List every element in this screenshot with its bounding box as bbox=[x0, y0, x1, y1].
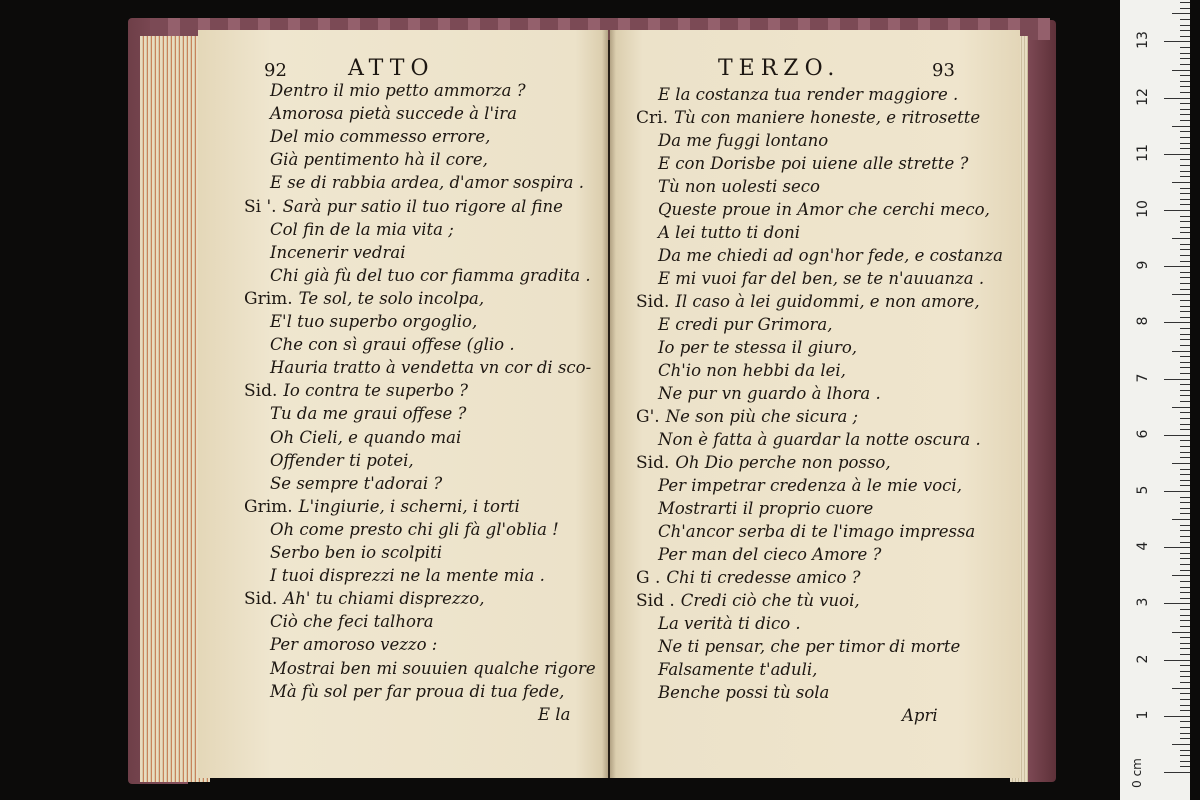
line-text: Oh come presto chi gli fà gl'oblia ! bbox=[270, 519, 559, 539]
ruler-tick bbox=[1164, 547, 1190, 548]
ruler-number: 11 bbox=[1135, 143, 1151, 162]
ruler-tick bbox=[1180, 564, 1190, 565]
text-line bbox=[658, 659, 817, 681]
ruler-tick bbox=[1180, 249, 1190, 250]
ruler-tick bbox=[1180, 176, 1190, 177]
line-text: Del mio commesso errore, bbox=[270, 127, 491, 147]
ruler-tick bbox=[1180, 75, 1190, 76]
text-line bbox=[270, 172, 584, 194]
ruler-tick bbox=[1180, 766, 1190, 767]
line-text: Mà fù sol per far proua di tua fede, bbox=[270, 681, 565, 701]
line-text: La verità ti dico . bbox=[658, 614, 801, 633]
ruler-tick bbox=[1164, 98, 1190, 99]
line-text: Ne son più che sicura ; bbox=[665, 407, 859, 426]
speaker-label: Sid. bbox=[244, 381, 278, 402]
ruler-tick bbox=[1164, 154, 1190, 155]
line-text: A lei tutto ti doni bbox=[658, 223, 800, 242]
line-text: Mostrarti il proprio cuore bbox=[658, 499, 874, 518]
ruler-tick bbox=[1180, 648, 1190, 649]
ruler-tick bbox=[1172, 238, 1190, 239]
ruler-tick bbox=[1180, 513, 1190, 514]
text-line bbox=[658, 314, 832, 336]
ruler-tick bbox=[1180, 311, 1190, 312]
ruler-tick bbox=[1172, 632, 1190, 633]
line-text: Benche possi tù sola bbox=[658, 683, 830, 702]
line-text: Già pentimento hà il core, bbox=[270, 150, 488, 170]
ruler-number: 6 bbox=[1135, 429, 1151, 439]
line-text: Apri bbox=[902, 706, 938, 725]
text-line bbox=[658, 130, 828, 152]
ruler-tick bbox=[1180, 671, 1190, 672]
ruler-tick bbox=[1180, 502, 1190, 503]
speaker-label: G'. bbox=[636, 407, 660, 427]
ruler-tick bbox=[1180, 64, 1190, 65]
text-line bbox=[244, 380, 468, 402]
ruler-tick bbox=[1180, 676, 1190, 677]
ruler-tick bbox=[1180, 171, 1190, 172]
ruler-tick bbox=[1180, 412, 1190, 413]
ruler-tick bbox=[1180, 137, 1190, 138]
ruler-tick bbox=[1180, 81, 1190, 82]
ruler-tick bbox=[1180, 30, 1190, 31]
ruler-tick bbox=[1172, 294, 1190, 295]
text-line bbox=[270, 242, 406, 264]
book-gutter bbox=[602, 30, 616, 778]
right-page-number: 93 bbox=[932, 60, 955, 81]
ruler-tick bbox=[1180, 581, 1190, 582]
ruler-tick bbox=[1180, 615, 1190, 616]
ruler-tick bbox=[1180, 609, 1190, 610]
ruler-tick bbox=[1180, 727, 1190, 728]
text-line bbox=[658, 245, 1003, 267]
line-text: Il caso à lei guidommi, e non amore, bbox=[675, 292, 980, 311]
ruler-tick bbox=[1180, 587, 1190, 588]
line-text: E la bbox=[538, 704, 571, 724]
ruler-number: 10 bbox=[1135, 200, 1151, 218]
ruler-number: 7 bbox=[1135, 373, 1151, 383]
line-text: Tu da me graui offese ? bbox=[270, 404, 467, 424]
text-line bbox=[244, 496, 520, 518]
ruler-tick bbox=[1180, 373, 1190, 374]
ruler-tick bbox=[1180, 306, 1190, 307]
ruler-tick bbox=[1180, 58, 1190, 59]
text-line bbox=[270, 473, 442, 495]
ruler-tick bbox=[1180, 86, 1190, 87]
ruler-tick bbox=[1164, 210, 1190, 211]
line-text: Oh Dio perche non posso, bbox=[675, 453, 891, 472]
line-text: Offender ti potei, bbox=[270, 450, 414, 470]
ruler-tick bbox=[1180, 165, 1190, 166]
text-line bbox=[902, 705, 938, 727]
ruler-tick bbox=[1180, 283, 1190, 284]
line-text: Per amoroso vezzo : bbox=[270, 635, 438, 655]
ruler-tick bbox=[1180, 620, 1190, 621]
ruler-tick bbox=[1180, 345, 1190, 346]
line-text: E credi pur Grimora, bbox=[658, 315, 833, 334]
ruler-tick bbox=[1180, 733, 1190, 734]
ruler-tick bbox=[1180, 367, 1190, 368]
line-text: Queste proue in Amor che cerchi meco, bbox=[658, 200, 990, 219]
ruler-tick bbox=[1180, 227, 1190, 228]
line-text: E con Dorisbe poi uiene alle strette ? bbox=[658, 154, 969, 173]
line-text: Chi già fù del tuo cor fiamma gradita . bbox=[270, 265, 591, 285]
ruler-tick bbox=[1180, 637, 1190, 638]
line-text: Hauria tratto à vendetta vn cor di sco- bbox=[270, 358, 592, 378]
line-text: Tù non uolesti seco bbox=[658, 177, 820, 196]
ruler-tick bbox=[1180, 114, 1190, 115]
speaker-label: Grim. bbox=[244, 496, 293, 517]
ruler-tick bbox=[1180, 36, 1190, 37]
text-line bbox=[270, 311, 477, 333]
ruler-tick bbox=[1180, 232, 1190, 233]
ruler-tick bbox=[1180, 480, 1190, 481]
ruler-tick bbox=[1180, 626, 1190, 627]
line-text: Oh Cieli, e quando mai bbox=[270, 427, 462, 447]
ruler-tick bbox=[1180, 362, 1190, 363]
ruler-tick bbox=[1180, 199, 1190, 200]
text-line bbox=[270, 450, 414, 472]
line-text: Credi ciò che tù vuoi, bbox=[680, 591, 860, 610]
text-line bbox=[658, 544, 881, 566]
text-line bbox=[636, 291, 980, 313]
ruler-tick bbox=[1164, 772, 1190, 773]
ruler-tick bbox=[1180, 300, 1190, 301]
left-running-head: ATTO bbox=[348, 56, 435, 81]
speaker-label: Cri. bbox=[636, 108, 668, 128]
line-text: Da me chiedi ad ogn'hor fede, e costanza bbox=[658, 246, 1003, 265]
ruler-tick bbox=[1180, 193, 1190, 194]
text-line bbox=[658, 498, 873, 520]
ruler-tick bbox=[1180, 755, 1190, 756]
text-line bbox=[658, 521, 975, 543]
ruler-tick bbox=[1164, 603, 1190, 604]
left-page bbox=[198, 30, 608, 778]
line-text: Ch'io non hebbi da lei, bbox=[658, 361, 846, 380]
ruler-tick bbox=[1180, 710, 1190, 711]
line-text: Ne pur vn guardo à lhora . bbox=[658, 384, 881, 403]
line-text: I tuoi disprezzi ne la mente mia . bbox=[270, 566, 545, 586]
speaker-label: Sid. bbox=[636, 453, 670, 473]
line-text: Te sol, te solo incolpa, bbox=[298, 288, 485, 308]
ruler-tick bbox=[1180, 558, 1190, 559]
ruler-tick bbox=[1180, 643, 1190, 644]
ruler-tick bbox=[1180, 446, 1190, 447]
ruler-tick bbox=[1180, 159, 1190, 160]
ruler-tick bbox=[1180, 536, 1190, 537]
line-text: Sarà pur satio il tuo rigore al fine bbox=[282, 196, 563, 216]
right-running-head: TERZO. bbox=[718, 56, 841, 81]
text-line bbox=[270, 611, 434, 633]
text-line bbox=[658, 268, 984, 290]
ruler-tick bbox=[1180, 508, 1190, 509]
text-line bbox=[270, 80, 526, 102]
ruler-tick bbox=[1180, 120, 1190, 121]
ruler-tick bbox=[1180, 272, 1190, 273]
text-line bbox=[636, 406, 858, 428]
ruler-number: 13 bbox=[1135, 31, 1151, 50]
text-line bbox=[658, 360, 846, 382]
ruler-tick bbox=[1180, 92, 1190, 93]
line-text: E mi vuoi far del ben, se te n'auuanza . bbox=[658, 269, 985, 288]
ruler-tick bbox=[1180, 401, 1190, 402]
ruler-tick bbox=[1180, 339, 1190, 340]
ruler-number: 12 bbox=[1135, 87, 1151, 106]
text-line bbox=[270, 403, 466, 425]
ruler-tick bbox=[1180, 693, 1190, 694]
text-line bbox=[538, 704, 570, 726]
ruler-tick bbox=[1180, 654, 1190, 655]
ruler-tick bbox=[1180, 25, 1190, 26]
ruler-tick bbox=[1180, 598, 1190, 599]
text-line bbox=[270, 219, 454, 241]
speaker-label: Sid . bbox=[636, 591, 675, 611]
ruler-tick bbox=[1180, 328, 1190, 329]
ruler-tick bbox=[1172, 182, 1190, 183]
ruler-tick bbox=[1180, 47, 1190, 48]
ruler-tick bbox=[1180, 317, 1190, 318]
ruler-tick bbox=[1180, 665, 1190, 666]
line-text: Ciò che feci talhora bbox=[270, 612, 434, 632]
ruler-tick bbox=[1172, 13, 1190, 14]
line-text: Ne ti pensar, che per timor di morte bbox=[658, 637, 961, 656]
ruler-tick bbox=[1180, 289, 1190, 290]
text-line bbox=[658, 176, 820, 198]
text-line bbox=[270, 427, 461, 449]
ruler-number: 1 bbox=[1135, 710, 1151, 720]
left-page-number: 92 bbox=[264, 60, 287, 81]
ruler-tick bbox=[1164, 435, 1190, 436]
line-text: Per man del cieco Amore ? bbox=[658, 545, 882, 564]
text-line bbox=[658, 682, 829, 704]
ruler-number: 5 bbox=[1135, 485, 1151, 495]
text-line bbox=[658, 153, 968, 175]
text-line bbox=[244, 196, 563, 218]
ruler-tick bbox=[1180, 452, 1190, 453]
text-line bbox=[270, 149, 488, 171]
right-page bbox=[610, 30, 1020, 778]
ruler-tick bbox=[1180, 103, 1190, 104]
ruler-tick bbox=[1180, 19, 1190, 20]
ruler-tick bbox=[1180, 682, 1190, 683]
ruler-number: 9 bbox=[1135, 260, 1151, 270]
ruler-tick bbox=[1164, 716, 1190, 717]
ruler-number: 4 bbox=[1135, 541, 1151, 551]
line-text: Tù con maniere honeste, e ritrosette bbox=[673, 108, 981, 127]
ruler-tick bbox=[1180, 761, 1190, 762]
ruler-tick bbox=[1180, 390, 1190, 391]
line-text: Incenerir vedrai bbox=[270, 242, 406, 262]
ruler-tick bbox=[1180, 469, 1190, 470]
line-text: Dentro il mio petto ammorza ? bbox=[270, 81, 526, 100]
speaker-label: Grim. bbox=[244, 288, 293, 309]
ruler-number: 2 bbox=[1135, 654, 1151, 664]
ruler-tick bbox=[1180, 395, 1190, 396]
ruler-number: 8 bbox=[1135, 316, 1151, 326]
line-text: Serbo ben io scolpiti bbox=[270, 543, 443, 562]
text-line bbox=[270, 681, 564, 703]
ruler-tick bbox=[1172, 407, 1190, 408]
ruler-tick bbox=[1180, 255, 1190, 256]
text-line bbox=[658, 337, 857, 359]
text-line bbox=[270, 565, 545, 587]
ruler-tick bbox=[1180, 8, 1190, 9]
ruler-tick bbox=[1180, 221, 1190, 222]
ruler-tick bbox=[1172, 575, 1190, 576]
line-text: L'ingiurie, i scherni, i torti bbox=[298, 496, 520, 516]
ruler-tick bbox=[1172, 519, 1190, 520]
line-text: Ah' tu chiami disprezzo, bbox=[283, 589, 485, 609]
ruler-tick bbox=[1164, 491, 1190, 492]
line-text: E se di rabbia ardea, d'amor sospira . bbox=[270, 173, 585, 193]
ruler-tick bbox=[1180, 440, 1190, 441]
text-line bbox=[658, 475, 962, 497]
line-text: Io per te stessa il giuro, bbox=[658, 338, 858, 357]
ruler-tick bbox=[1180, 542, 1190, 543]
ruler-tick bbox=[1180, 261, 1190, 262]
ruler-tick bbox=[1180, 418, 1190, 419]
line-text: Per impetrar credenza à le mie voci, bbox=[658, 476, 962, 495]
ruler-tick bbox=[1164, 660, 1190, 661]
text-line bbox=[270, 334, 515, 356]
ruler-tick bbox=[1180, 750, 1190, 751]
text-line bbox=[270, 103, 517, 125]
ruler-tick bbox=[1172, 351, 1190, 352]
ruler-tick bbox=[1164, 41, 1190, 42]
ruler-tick bbox=[1180, 705, 1190, 706]
ruler-tick bbox=[1180, 497, 1190, 498]
ruler-tick bbox=[1180, 204, 1190, 205]
ruler-tick bbox=[1180, 570, 1190, 571]
ruler-number: 3 bbox=[1135, 597, 1151, 607]
ruler-tick bbox=[1180, 148, 1190, 149]
line-text: E'l tuo superbo orgoglio, bbox=[270, 312, 478, 331]
text-line bbox=[270, 265, 591, 287]
line-text: Che con sì graui offese (glio . bbox=[270, 335, 515, 355]
ruler-tick bbox=[1180, 429, 1190, 430]
line-text: Ch'ancor serba di te l'imago impressa bbox=[658, 522, 976, 541]
text-line bbox=[244, 588, 484, 610]
ruler-tick bbox=[1172, 126, 1190, 127]
text-line bbox=[636, 107, 980, 129]
ruler-tick bbox=[1164, 379, 1190, 380]
ruler-tick bbox=[1180, 530, 1190, 531]
line-text: Io contra te superbo ? bbox=[283, 381, 469, 401]
ruler-tick bbox=[1172, 70, 1190, 71]
ruler-tick bbox=[1180, 525, 1190, 526]
ruler-tick bbox=[1180, 143, 1190, 144]
text-line bbox=[270, 519, 559, 541]
ruler-tick bbox=[1180, 109, 1190, 110]
ruler-tick bbox=[1180, 188, 1190, 189]
text-line bbox=[270, 542, 442, 564]
ruler-tick bbox=[1180, 592, 1190, 593]
line-text: Amorosa pietà succede à l'ira bbox=[270, 104, 517, 124]
ruler-tick bbox=[1180, 277, 1190, 278]
ruler-tick bbox=[1180, 424, 1190, 425]
text-line bbox=[636, 590, 860, 612]
ruler-tick bbox=[1180, 738, 1190, 739]
text-line bbox=[658, 429, 981, 451]
ruler-tick bbox=[1180, 474, 1190, 475]
line-text: Non è fatta à guardar la notte oscura . bbox=[658, 430, 981, 449]
text-line bbox=[244, 288, 484, 310]
text-line bbox=[658, 636, 960, 658]
ruler-tick bbox=[1180, 2, 1190, 3]
ruler-tick bbox=[1180, 334, 1190, 335]
ruler-tick bbox=[1164, 266, 1190, 267]
text-line bbox=[270, 126, 490, 148]
line-text: Col fin de la mia vita ; bbox=[270, 219, 454, 239]
right-page-header bbox=[610, 56, 1020, 86]
text-line bbox=[636, 567, 861, 589]
text-line bbox=[270, 658, 596, 680]
ruler-tick bbox=[1172, 688, 1190, 689]
ruler-tick bbox=[1180, 216, 1190, 217]
line-text: Falsamente t'aduli, bbox=[658, 660, 818, 679]
text-line bbox=[270, 634, 437, 656]
ruler-tick bbox=[1180, 553, 1190, 554]
ruler-tick bbox=[1180, 53, 1190, 54]
text-line bbox=[658, 383, 881, 405]
text-line bbox=[658, 199, 990, 221]
text-line bbox=[636, 452, 891, 474]
line-text: E la costanza tua render maggiore . bbox=[658, 85, 959, 104]
speaker-label: Sid. bbox=[244, 589, 278, 610]
ruler-tick bbox=[1180, 244, 1190, 245]
measuring-ruler bbox=[1120, 0, 1190, 800]
line-text: Da me fuggi lontano bbox=[658, 131, 829, 150]
ruler-tick bbox=[1180, 699, 1190, 700]
text-line bbox=[270, 357, 591, 379]
speaker-label: Si '. bbox=[244, 196, 277, 217]
text-line bbox=[658, 613, 801, 635]
ruler-tick bbox=[1172, 744, 1190, 745]
text-line bbox=[658, 84, 958, 106]
line-text: Se sempre t'adorai ? bbox=[270, 473, 443, 493]
ruler-tick bbox=[1172, 463, 1190, 464]
line-text: Chi ti credesse amico ? bbox=[666, 568, 861, 587]
text-line bbox=[658, 222, 800, 244]
ruler-tick bbox=[1180, 457, 1190, 458]
ruler-tick bbox=[1180, 131, 1190, 132]
speaker-label: Sid. bbox=[636, 292, 670, 312]
ruler-tick bbox=[1180, 384, 1190, 385]
ruler-tick bbox=[1180, 356, 1190, 357]
ruler-tick bbox=[1164, 322, 1190, 323]
ruler-tick bbox=[1180, 485, 1190, 486]
speaker-label: G . bbox=[636, 568, 661, 588]
line-text: Mostrai ben mi souuien qualche rigore bbox=[270, 658, 596, 678]
ruler-tick bbox=[1180, 721, 1190, 722]
ruler-unit-label: 0 cm bbox=[1129, 758, 1144, 788]
